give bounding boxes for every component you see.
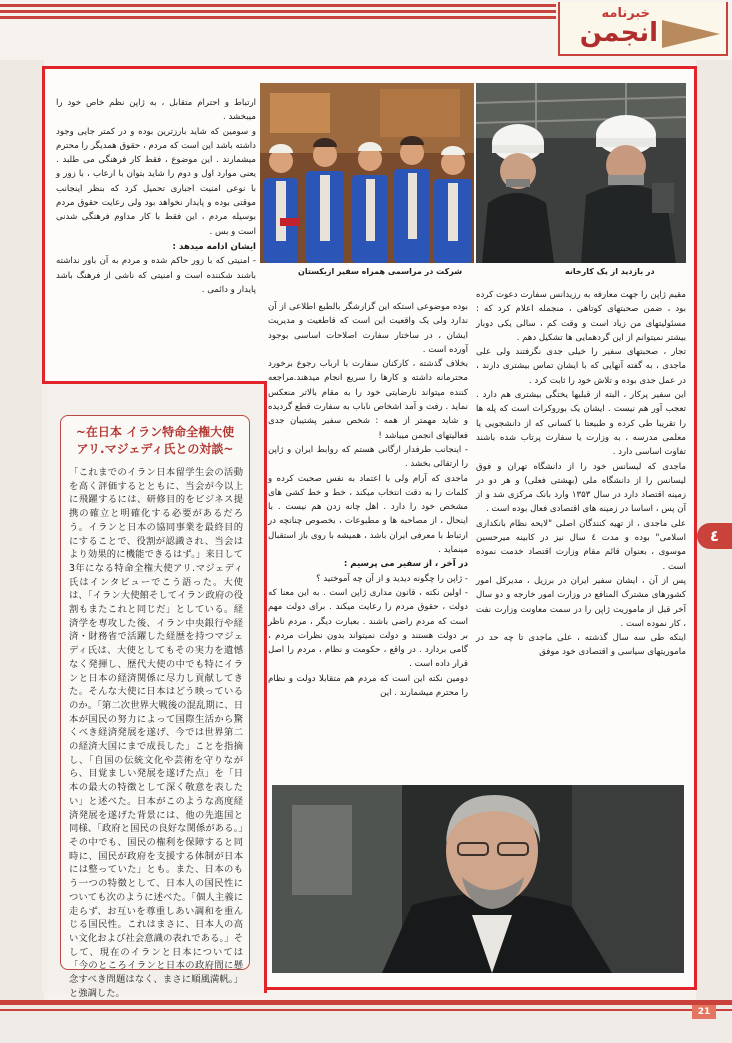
paragraph: - اینجانب طرفدار ارگانی هستم که روابط ایران و ژاپن را ارتقائی بخشد .: [268, 444, 468, 470]
question-text: - ژاپن را چگونه دیدید و از آن چه آموختید ؟: [316, 573, 468, 584]
subheading: ایشان ادامه میدهد :: [172, 241, 256, 252]
left-text-column: [56, 96, 256, 379]
paragraph: بخلاف گذشته ، کارکنان سفارت با ارباب رجوع برخورد محترمانه داشته و کارها را سریع انجام میدهند.مراجعه کننده میتواند نارضایتی خود را به مقام بالاتر منعکس نماید . رفت و آمد اشخاص ناباب به سفارت قطع گردیده و شاید مهمتر از همه : شخص سفیر پشتیبان جدی فعالیتهای انجمن میباشد !: [268, 359, 468, 441]
paragraph: ماجدی که لیسانس خود را از دانشگاه تهران و فوق لیسانس را از دانشگاه ملی (بهشتی فعلی) و هر دو در زمینه اقتصاد دارد در سال ۱۳۵۳ وارد بانک مرکزی شد و از آن پس ، اساسا در زمینه های اقتصادی فعال بوده است .: [476, 461, 686, 515]
paragraph: بوده موضوعی استکه این گزارشگر بالطبع اطلاعی از آن ندارد ولی یک واقعیت این است که قاطعیت و مدیریت ایشان ، در ساختار سفارت اصلاحات اساسی بوجود آورده است .: [268, 302, 468, 355]
factory-caption: در بازدید از یک کارخانه: [565, 267, 655, 276]
paragraph: تجار ، صحبتهای سفیر را خیلی جدی نگرفتند ولی علی ماجدی ، به گفته آنهایی که با ایشان تماس بیشتری دارند ، در عمل جدی بوده و تلاش خود را ثابت کرد .: [476, 347, 686, 386]
japanese-title-line: ~在日本 イラン特命全権大使: [75, 425, 235, 439]
japanese-title-line: アリ.マジェディ氏との対談~: [76, 442, 234, 456]
japanese-body-text: 「これまでのイラン日本留学生会の活動を高く評価するとともに、当会が今以上に飛躍するには、研修目的をビジネス提携の確立と明確化する必要があるだろう。イランと日本の協同事業を最終目的にすることで、役割が認識され、当会はより効果的に機能できるはず。」来日して3年になる特命全権大使アリ.マジェディ氏はインタビューでこう語った。大使は、「イラン大使館そしてイラン政府の役割もまたこれと同じだ」としている。経済学を専攻した後、イラン中央銀行や経済・財務省で活躍した経歴を持つマジェディ氏は、大使としてもその実力を遺憾なく発揮し、歴代大使の中でも特にイランと日本の経済関係に尽力し貢献してきた。そんな大使に日本はどう映っているのか。「第二次世界大戦後の混乱期に、日本が国民の努力によって国際生活から驚くべき経済発展を遂げ、今では世界第二の経済大国にまで成長した」ことを指摘し、「自国の伝統文化や芸術を守りながら、目覚ましい発展を遂げた点」を「日本の最大の特徴として深く敬意を表したい」と述べた。日本がこのような高度経済発展を遂げた背景には、他の先進国と同様、「政府と国民の良好な関係がある。」その中でも、国民の権利を保障すると同時に、国民が政府を支援する体制が日本には整っていた」とも。また、日本のもう一つの特徴として、日本人の国民性についても次のように述べた。「個人主義に走らず、お互いを尊重しあい調和を重んじる国民性。これはまさに、日本人の高い文化および社会意識の表れである。」そして、現在のイランと日本については「今のところイランと日本の政府間に懸念すべき問題はなく、まさに順風満帆。」と強調した。: [69, 467, 243, 999]
header-stripe: [0, 4, 556, 7]
japanese-box-title: [61, 424, 249, 458]
footer-stripe: [0, 1000, 732, 1005]
right-text-column: [476, 288, 686, 778]
page-number: 21: [692, 1005, 716, 1019]
factory-photo: [476, 83, 686, 263]
japanese-summary-box: [60, 415, 250, 999]
ceremony-caption: شرکت در مراسمی همراه سفیر ازبکستان: [298, 267, 463, 276]
logo-small-text: خبرنامه: [601, 6, 650, 21]
left-margin: [0, 60, 44, 1000]
question-heading: در آخر ، از سفیر می پرسیم :: [343, 559, 468, 570]
logo-arrow-icon: [662, 20, 720, 48]
section-number-badge: ٤: [697, 523, 732, 549]
paragraph: ماجدی که آرام ولی با اعتماد به نفس صحبت کرده و کلمات را به دقت انتخاب میکند ، خط و خط کشی های مشخص خود را دارد . اهل چانه زدن هم نیست . با اینحال ، از مصاحبه ها و مطبوعات ، بخصوص چنانچه در ارتباط با معرفی ایران باشد ، همیشه با روی باز استقبال مینماید .: [268, 473, 468, 556]
logo-big-text: انجمن: [579, 18, 658, 48]
paragraph: - امنیتی که با زور حاکم شده و مردم به آن باور نداشته باشند شکننده است و امنیتی که ناشی از فرهنگ باشد پایدار و دائمی .: [56, 256, 256, 295]
header-stripe: [0, 16, 556, 19]
middle-text-column: [268, 300, 468, 775]
footer-band: [0, 1000, 732, 1043]
footer-stripe: [0, 1009, 732, 1011]
ceremony-photo: [260, 83, 474, 263]
paragraph: دومین نکته این است که مردم هم متقابلا دولت و نظام را محترم میشمارند . این: [268, 673, 468, 699]
paragraph: این سفیر پرکار ، البته از قبلیها یختگی بیشتری هم دارد . تعجب آور هم نیست . ایشان یک بوروکرات است که پله ها را تقریبا طی کرده و طبیعتا با کسانی که از دانشجویی یا معلمی مدرسه ، به وزارت یا سفارت پرتاب شده باشند تفاوت اساسی دارد .: [476, 390, 686, 458]
paragraph: و سومین که شاید بارزترین بوده و در کمتر جایی وجود داشته باشد این است که مردم ، حقوق همدیگر را محترم میشمارند . این موضوع ، فقط کار فرهنگی می طلبد . یعنی موارد اول و دوم را شاید بتوان با ارعاب ، با زور و با نوعی امنیت اجباری تحمیل کرد که بنظر اینجانب موقتی بوده و پایدار نخواهد بود ولی رعایت حقوق مردم بوسیله مردم ، این فقط با کار مداوم فرهنگی شدنی است و بس .: [56, 126, 256, 237]
paragraph: علی ماجدی ، از تهیه کنندگان اصلی "لایحه نظام بانکداری اسلامی" بوده و مدت ٤ سال نیز در کابینه میرحسین موسوی ، بعنوان قائم مقام وزارت اقتصاد خدمت نموده است .: [476, 518, 686, 572]
header-stripe: [0, 10, 556, 13]
ambassador-portrait-photo: [272, 785, 684, 973]
paragraph: ارتباط و احترام متقابل ، به ژاپن نظم خاص خود را میبخشد .: [56, 98, 256, 123]
paragraph: پس از آن ، ایشان سفیر ایران در برزیل ، مدیرکل امور کشورهای مشترک المنافع در وزارت امور خارجه و دو سال آخر قبل از ماموریت ژاپن را در سمت معاونت وزارت نفت ، کار نموده است .: [476, 575, 686, 629]
paragraph: مقیم ژاپن را جهت معارفه به رزیدانس سفارت دعوت کرده بود ، ضمن صحبتهای کوتاهی ، منجمله اعلام کرد که : مسئولیتهای من زیاد است و وقت کم ، سالی یکی دوبار بیشتر نمیتوانم از این گردهمایی ها تشکیل دهم .: [476, 290, 686, 343]
paragraph: - اولین نکته ، قانون مداری ژاپن است . به این معنا که دولت ، حقوق مردم را رعایت میکند . برای دولت مهم است که مردم راضی باشند . بعبارت دیگر ، مردم ناظر بر دولت هستند و دولت نمیتواند بدون نظرات مردم ، گامی بردارد . در واقع ، حکومت و نظام ، مردم را اصل قرار داده است .: [268, 587, 468, 670]
paragraph: اینکه طی سه سال گذشته ، علی ماجدی تا چه حد در ماموریتهای سیاسی و اقتصادی خود موفق: [476, 633, 686, 658]
newsletter-logo: [558, 2, 728, 56]
